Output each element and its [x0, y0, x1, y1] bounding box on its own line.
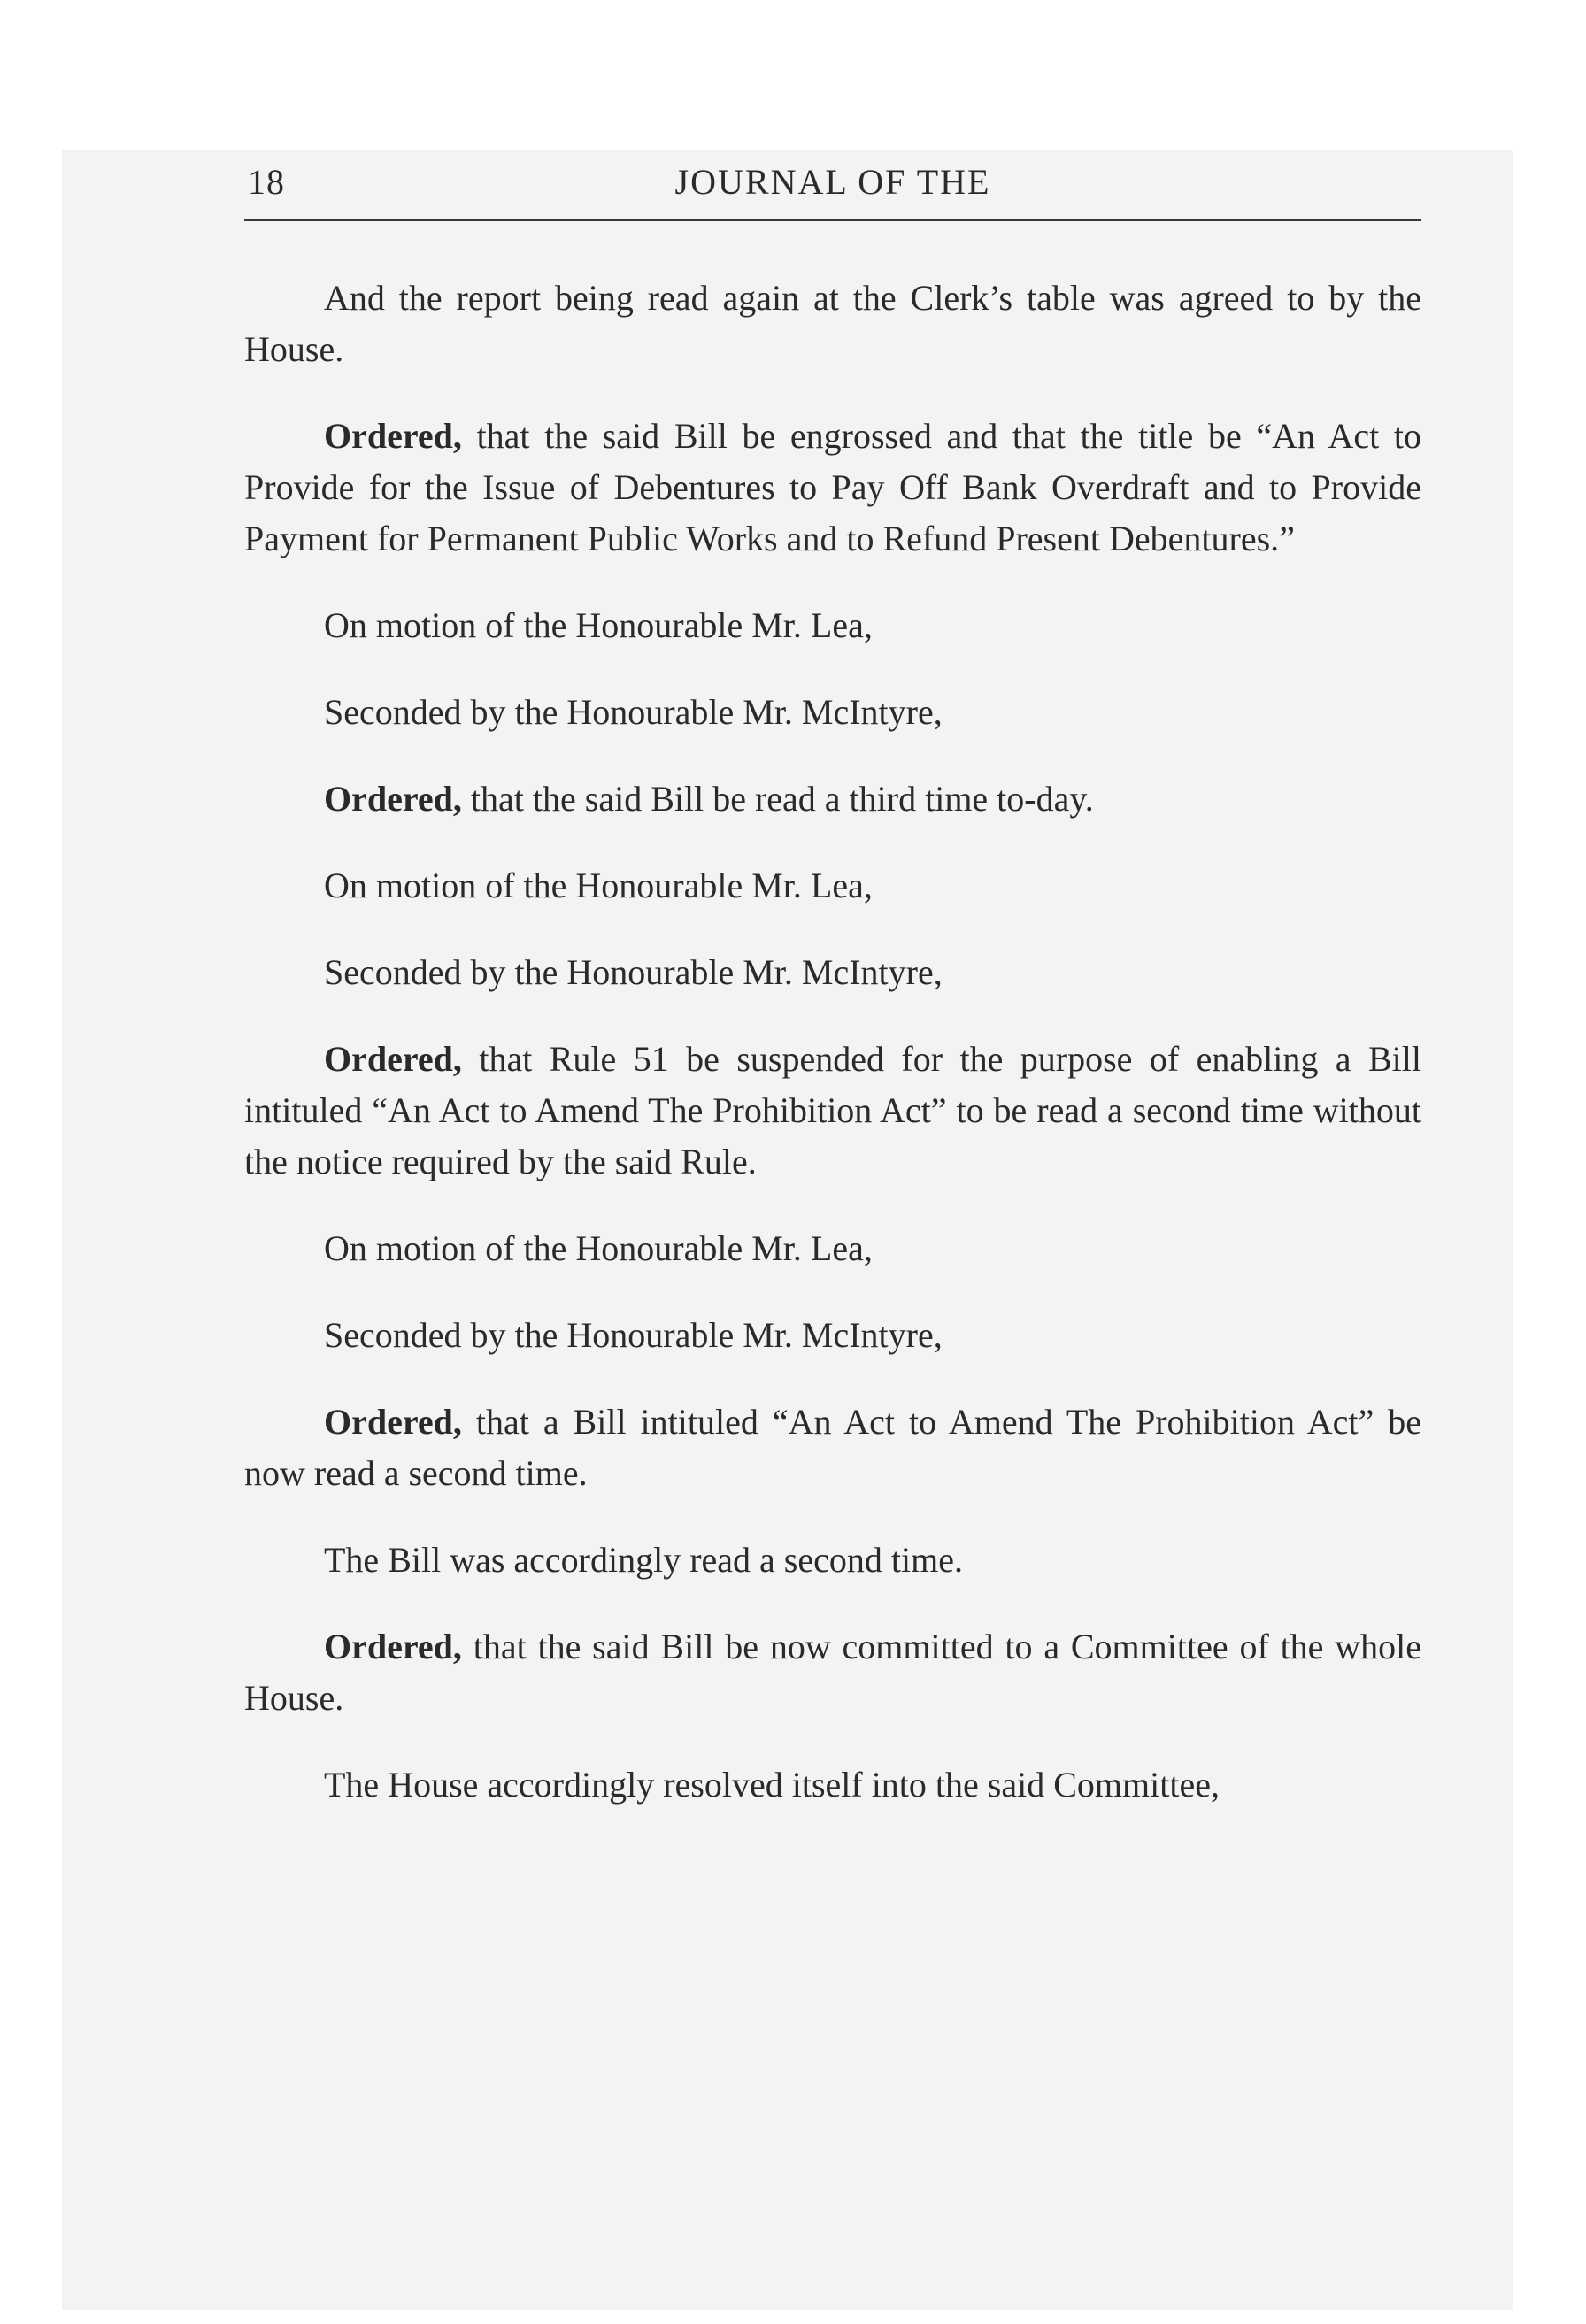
paragraph — [244, 860, 1421, 912]
page-header — [244, 158, 1421, 205]
paragraph-text: that a Bill intituled “An Act to Amend The Prohibition Act” be now read a second time. — [244, 1402, 1421, 1493]
paragraph-text: The Bill was accordingly read a second time. — [324, 1540, 963, 1580]
paragraph — [244, 1397, 1421, 1499]
paragraph — [244, 947, 1421, 998]
paragraph-text: Seconded by the Honourable Mr. McIntyre, — [324, 692, 943, 732]
header-rule — [244, 219, 1421, 221]
paragraph-text: that the said Bill be read a third time to-day. — [461, 779, 1094, 819]
paragraph — [244, 1621, 1421, 1724]
running-head: JOURNAL OF THE — [674, 162, 991, 202]
paragraph-lead: Ordered, — [324, 1039, 462, 1079]
paragraph-text: On motion of the Honourable Mr. Lea, — [324, 605, 873, 645]
paragraph-lead: Ordered, — [324, 1402, 462, 1442]
paragraph — [244, 411, 1421, 565]
paragraph — [244, 1535, 1421, 1586]
paragraph-text: Seconded by the Honourable Mr. McIntyre, — [324, 952, 943, 992]
paragraph-text: Seconded by the Honourable Mr. McIntyre, — [324, 1315, 943, 1355]
paragraph — [244, 273, 1421, 375]
paragraph-text: that the said Bill be engrossed and that the title be “An Act to Provide for the Issue of Debentures to Pay Off Bank Overdraft and to Provide Payment for Permanent Public Works and to Refund Present Debentures.” — [244, 416, 1421, 558]
paragraph-text: that the said Bill be now committed to a Committee of the whole House. — [244, 1627, 1421, 1718]
paragraph — [244, 1310, 1421, 1361]
paragraph — [244, 1034, 1421, 1188]
paragraph-text: On motion of the Honourable Mr. Lea, — [324, 866, 873, 905]
paragraph — [244, 1759, 1421, 1811]
paragraph — [244, 1223, 1421, 1274]
paragraph-text: On motion of the Honourable Mr. Lea, — [324, 1228, 873, 1268]
paragraph-lead: Ordered, — [324, 416, 462, 456]
journal-body — [244, 273, 1421, 1846]
page-number: 18 — [248, 162, 285, 202]
paragraph-lead: Ordered, — [324, 1627, 462, 1666]
paragraph-text: The House accordingly resolved itself into the said Committee, — [324, 1765, 1220, 1805]
paragraph-text: And the report being read again at the Clerk’s table was agreed to by the House. — [244, 278, 1421, 369]
paragraph — [244, 600, 1421, 651]
paragraph-text: that Rule 51 be suspended for the purpose of enabling a Bill intituled “An Act to Amend The Prohibition Act” to be read a second time without the notice required by the said Rule. — [244, 1039, 1421, 1181]
paragraph — [244, 687, 1421, 738]
paragraph-lead: Ordered, — [324, 779, 462, 819]
paragraph — [244, 773, 1421, 825]
